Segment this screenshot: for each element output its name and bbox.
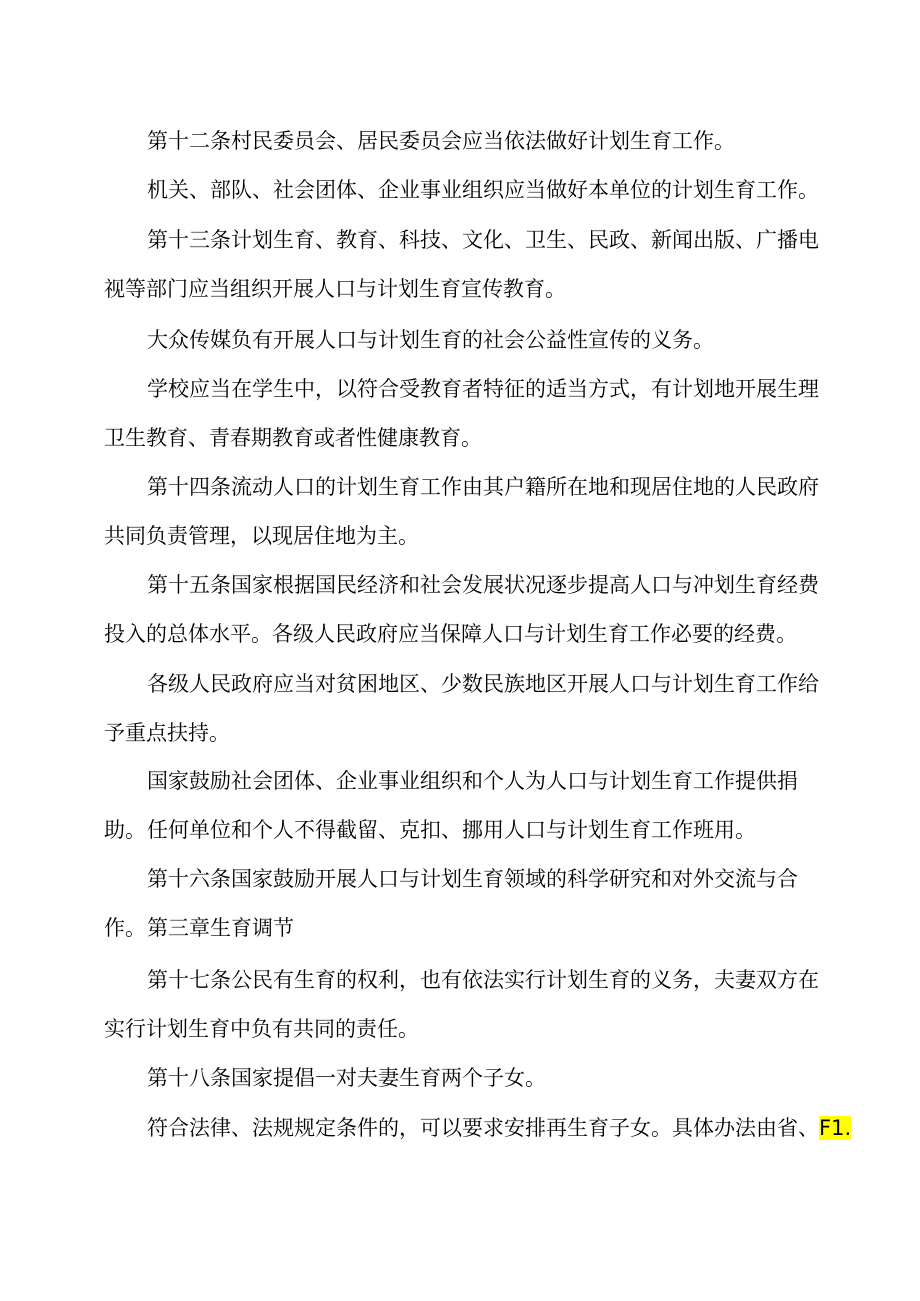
paragraph-article-15: 第十五条国家根据国民经济和社会发展状况逐步提高人口与冲划生育经费投入的总体水平。各级人民政府应当保障人口与计划生育工作必要的经费。 <box>104 573 819 646</box>
paragraph-conditions <box>104 1104 852 1153</box>
paragraph-organizations: 机关、部队、社会团体、企业事业组织应当做好本单位的计划生育工作。 <box>147 178 819 202</box>
paragraph-funds: 任何单位和个人不得截留、克扣、挪用人口与计划生育工作班用。 <box>147 818 756 842</box>
paragraph-article-12: 第十二条村民委员会、居民委员会应当依法做好计划生育工作。 <box>147 129 735 153</box>
paragraph-conditions-text: 符合法律、法规规定条件的，可以要求安排再生育子女。具体办法由省、 <box>147 1116 819 1140</box>
paragraph-schools: 学校应当在学生中，以符合受教育者特征的适当方式，有计划地开展生理卫生教育、青春期教育或者性健康教育。 <box>104 377 819 450</box>
paragraph-poverty-support: 各级人民政府应当对贫困地区、少数民族地区开展人口与计划生育工作给予重点扶持。 <box>104 672 819 745</box>
chapter-heading: 第三章生育调节 <box>147 916 294 940</box>
paragraph-article-13: 第十三条计划生育、教育、科技、文化、卫生、民政、新闻出版、广播电视等部门应当组织开展人口与计划生育宣传教育。 <box>104 228 819 301</box>
paragraph-article-16: 第十六条国家鼓励开展人口与计划生育领域的科学研究和对外交流与合作。 <box>104 867 798 940</box>
highlighted-text: F1. <box>819 1116 852 1140</box>
paragraph-mass-media: 大众传媒负有开展人口与计划生育的社会公益性宣传的义务。 <box>147 328 714 352</box>
paragraph-article-17: 第十七条公民有生育的权利，也有依法实行计划生育的义务，夫妻双方在实行计划生育中负有共同的责任。 <box>104 968 819 1041</box>
paragraph-article-18: 第十八条国家提倡一对夫妻生育两个子女。 <box>147 1066 546 1090</box>
paragraph-donations: 国家鼓励社会团体、企业事业组织和个人为人口与计划生育工作提供捐助。 <box>104 769 798 842</box>
paragraph-article-14: 第十四条流动人口的计划生育工作由其户籍所在地和现居住地的人民政府共同负责管理，以现居住地为主。 <box>104 475 819 548</box>
